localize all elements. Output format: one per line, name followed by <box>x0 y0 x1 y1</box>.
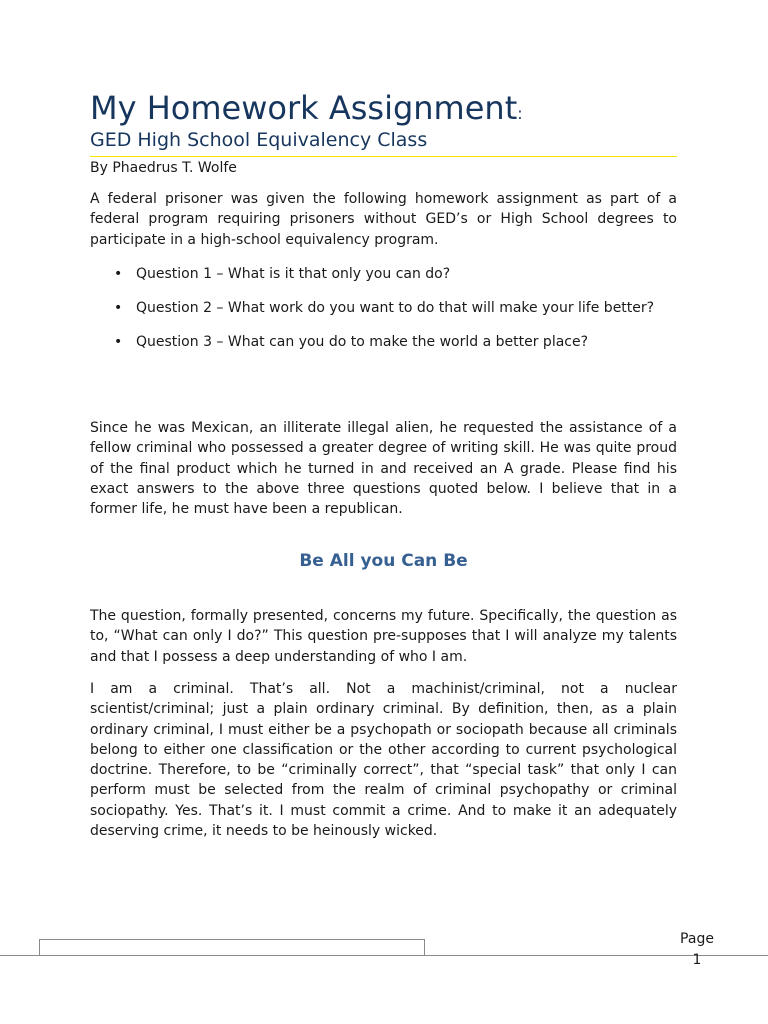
document-subtitle: GED High School Equivalency Class <box>90 129 428 151</box>
question-item-3 <box>90 332 677 352</box>
page-label: Page <box>680 931 714 947</box>
section-heading: Be All you Can Be <box>299 551 468 571</box>
document-title-text: My Homework Assignment <box>90 89 518 127</box>
answer-paragraph-1: The question, formally presented, concerns my future. Specifically, the question as to, “What can only I do?” This question pre-supposes that I will analyze my talents and that I possess a deep understanding of who I am. <box>90 608 677 665</box>
context-paragraph: Since he was Mexican, an illiterate illegal alien, he requested the assistance of a fellow criminal who possessed a greater degree of writing skill. He was quite proud of the final product which he turned in and received an A grade. Please find his exact answers to the above three questions quoted below. I believe that in a former life, he must have been a republican. <box>90 420 677 518</box>
question-item-2 <box>90 298 677 318</box>
author-byline: By Phaedrus T. Wolfe <box>90 160 237 176</box>
bullet-icon: • <box>114 266 123 282</box>
answer-paragraph-2: I am a criminal. That’s all. Not a machinist/criminal, not a nuclear scientist/criminal; just a plain ordinary criminal. By definition, then, as a plain ordinary criminal, I must either be a psychopath or sociopath because all criminals belong to either one classification or the other according to current psychological doctrine. Therefore, to be “criminally correct”, that “special task” that only I can perform must be selected from the realm of criminal psychopathy or criminal sociopathy. Yes. That’s it. I must commit a crime. And to make it an adequately deserving crime, it needs to be heinously wicked. <box>90 681 677 840</box>
footer-rule <box>0 955 768 956</box>
question-item-1 <box>90 264 677 284</box>
question-text-3: Question 3 – What can you do to make the world a better place? <box>136 333 589 350</box>
footer-tab-border <box>39 939 425 956</box>
question-text-1: Question 1 – What is it that only you can do? <box>136 266 451 282</box>
title-underline-rule <box>90 156 677 157</box>
intro-paragraph: A federal prisoner was given the following homework assignment as part of a federal program requiring prisoners without GED’s or High School degrees to participate in a high-school equivalency program. <box>90 191 677 248</box>
question-text-2: Question 2 – What work do you want to do that will make your life better? <box>136 299 655 316</box>
bullet-icon: • <box>114 299 123 316</box>
page-number: 1 <box>692 952 702 968</box>
document-title-colon: : <box>517 104 523 123</box>
bullet-icon: • <box>114 333 123 350</box>
question-list <box>90 264 677 365</box>
